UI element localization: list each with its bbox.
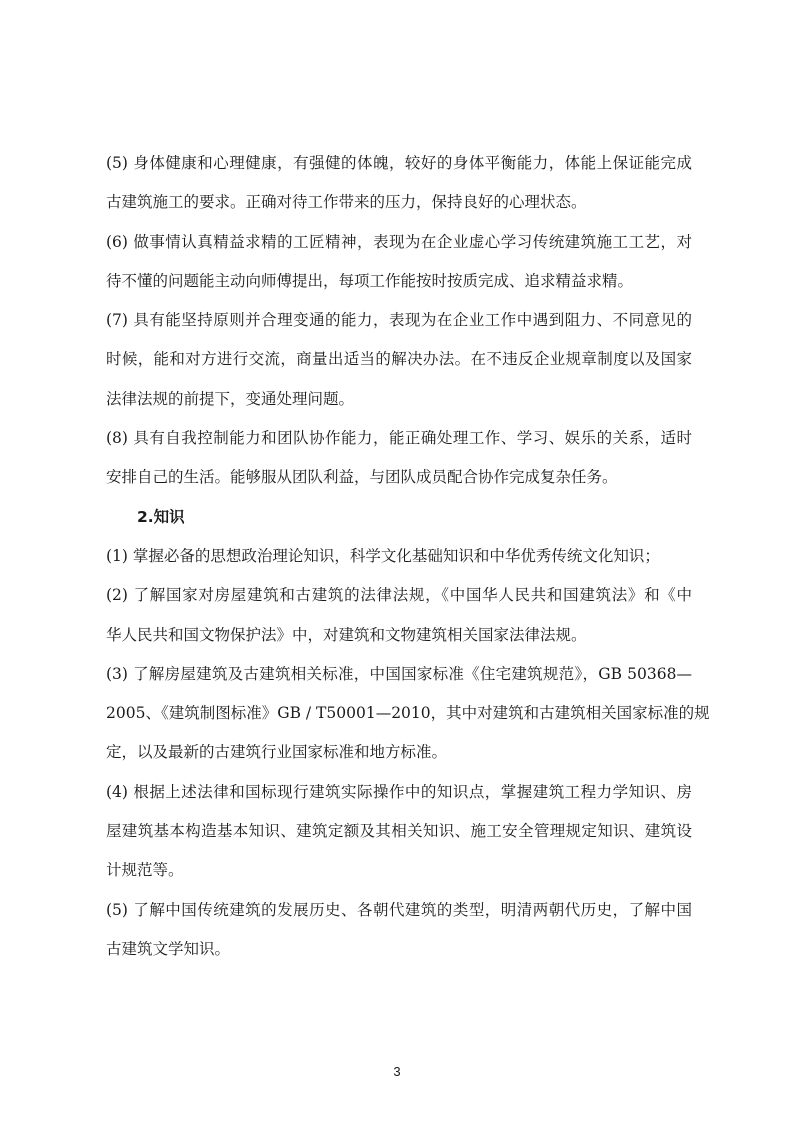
paragraph-principle-flexibility (106, 301, 692, 419)
text-line: 定，以及最新的古建筑行业国家标准和地方标准。 (106, 743, 448, 762)
text-line: (3) 了解房屋建筑及古建筑相关标准，中国国家标准《住宅建筑规范》，GB 50368— (106, 664, 692, 683)
paragraph-knowledge-politics (106, 537, 692, 576)
paragraph-physical-health (106, 144, 692, 223)
text-line: (7) 具有能坚持原则并合理变通的能力，表现为在企业工作中遇到阻力、不同意见的 (106, 311, 692, 330)
text-line: 安排自己的生活。能够服从团队利益，与团队成员配合协作完成复杂任务。 (106, 468, 618, 487)
section-heading-knowledge: 2.知识 (137, 507, 185, 526)
text-line: 计规范等。 (106, 861, 184, 880)
text-line: 待不懂的问题能主动向师傅提出，每项工作能按时按质完成、追求精益求精。 (106, 271, 634, 290)
text-line: (6) 做事情认真精益求精的工匠精神，表现为在企业虚心学习传统建筑施工工艺，对 (106, 232, 692, 251)
text-line: 古建筑施工的要求。正确对待工作带来的压力，保持良好的心理状态。 (106, 193, 587, 212)
text-line: 2005、《建筑制图标准》GB / T50001—2010，其中对建筑和古建筑相关国家标准的规 (106, 704, 710, 723)
text-line: 法律法规的前提下，变通处理问题。 (106, 389, 355, 408)
text-line: (4) 根据上述法律和国标现行建筑实际操作中的知识点，掌握建筑工程力学知识、房 (106, 782, 692, 801)
text-line: 时候，能和对方进行交流，商量出适当的解决办法。在不违反企业规章制度以及国家 (106, 350, 692, 369)
text-line: (5) 身体健康和心理健康，有强健的体魄，较好的身体平衡能力，体能上保证能完成 (106, 154, 692, 172)
paragraph-craftsman-spirit (106, 223, 692, 302)
text-line: (2) 了解国家对房屋建筑和古建筑的法律法规，《中国华人民共和国建筑法》和《中 (106, 586, 692, 605)
text-line: (8) 具有自我控制能力和团队协作能力，能正确处理工作、学习、娱乐的关系，适时 (106, 429, 692, 448)
paragraph-knowledge-laws (106, 576, 692, 655)
text-line: (5) 了解中国传统建筑的发展历史、各朝代建筑的类型，明清两朝代历史，了解中国 (106, 900, 692, 919)
paragraph-knowledge-history (106, 891, 692, 970)
paragraph-self-control-teamwork (106, 419, 692, 498)
paragraph-knowledge-engineering (106, 773, 692, 891)
paragraph-knowledge-standards (106, 655, 710, 773)
text-line: 华人民共和国文物保护法》中，对建筑和文物建筑相关国家法律法规。 (106, 625, 587, 644)
text-line: 古建筑文学知识。 (106, 939, 231, 958)
page-body (106, 144, 710, 969)
text-line: 屋建筑基本构造基本知识、建筑定额及其相关知识、施工安全管理规定知识、建筑设 (106, 822, 692, 841)
text-line: (1) 掌握必备的思想政治理论知识，科学文化基础知识和中华优秀传统文化知识； (106, 546, 660, 565)
page-number: 3 (393, 1064, 401, 1079)
